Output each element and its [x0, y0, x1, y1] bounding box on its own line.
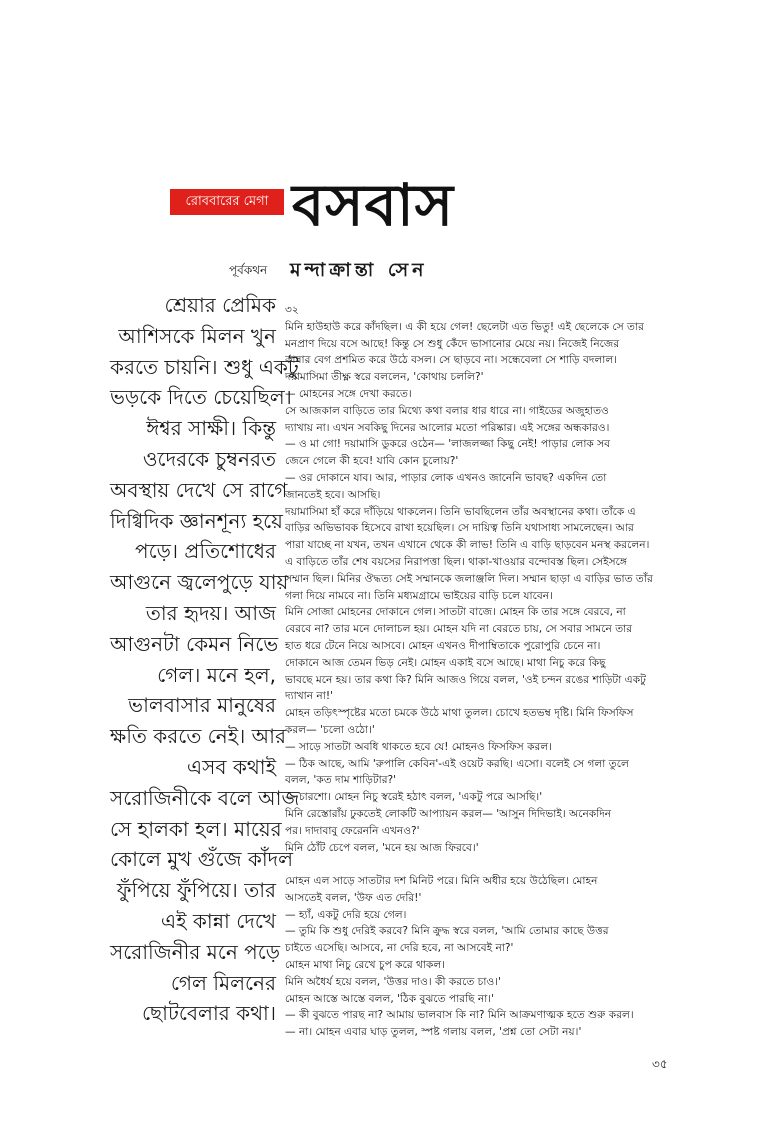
recap-line: অবস্থায় দেখে সে রাগে [110, 477, 288, 502]
recap-line: কোলে মুখ গুঁজে কাঁদল [110, 847, 294, 872]
recap-line: ছোটবেলার কথা। [141, 1001, 276, 1026]
recap-line: করতে চায়নি। শুধু একটু [110, 354, 299, 379]
body-line: মিনি রেস্তোরাঁয় ঢুকতেই লোকটি আপ্যায়ন করল— 'আসুন দিদিভাই। অনেকদিন [285, 807, 612, 820]
body-line: কান্নার বেগ প্রশমিত করে উঠে বসল। সে ছাড়বে না। সন্ধেবেলা সে শাড়ি বদলাল। [285, 354, 618, 367]
recap-line: ভালবাসার মানুষের [128, 693, 276, 718]
body-line: দোকানে আজ তেমন ভিড় নেই। মোহন একাই বসে আছে। মাথা নিচু করে কিছু [285, 656, 606, 669]
recap-line: গেল মিলনের [170, 970, 276, 995]
body-line: ৩২ [285, 304, 299, 316]
body-line: হাত ধরে টেনে নিয়ে আসবে। মোহন এখনও দীপাম্বিতাকে পুরোপুরি চেনে না। [285, 639, 601, 652]
body-line: — মোহনের সঙ্গে দেখা করতে। [285, 387, 412, 400]
body-line: — না। মোহন এবার ঘাড় তুলল, স্পষ্ট গলায় বলল, 'প্রশ্ন তো সেটা নয়।' [285, 1026, 582, 1039]
body-line: পর। দাদাবাবু ফেরেননি এখনও?' [285, 824, 420, 837]
body-line: সম্মান ছিল। মিনির ঔদ্ধত্য সেই সম্মানকে জলাঞ্জলি দিল। সম্মান ছাড়া এ বাড়ির ভাত তাঁর [285, 572, 653, 585]
page-number: ৩৫ [652, 1057, 668, 1071]
body-line: মিনি সোজা মোহনের দোকানে গেল। সাতটা বাজে। মোহন কি তার সঙ্গে বেরবে, না [285, 606, 626, 619]
body-line: বেরবে না? তার মনে দোলাচল হয়। মোহন যদি না বেরতে চায়, সে সবার সামনে তার [285, 623, 633, 636]
recap-line: ভড়কে দিতে চেয়েছিল। [110, 385, 292, 410]
recap-line: ঈশ্বর সাক্ষী। কিন্তু [146, 416, 276, 441]
recap-line: আগুনটা কেমন নিভে [110, 631, 279, 656]
recap-line: ক্ষতি করতে নেই। আর [110, 724, 286, 749]
recap-line: আশিসকে মিলন খুন [118, 323, 276, 348]
body-line: ভাবছে মনে হয়। তার কথা কি? মিনি আজও গিয়ে বলল, 'ওই চন্দন রঙের শাড়িটা একটু [285, 673, 646, 686]
body-line: মনপ্রাণ দিয়ে বসে আছে! কিন্তু সে শুধু কেঁদে ভাসানোর মেয়ে নয়। নিজেই নিজের [285, 337, 620, 350]
body-line: — ওর দোকানে যাব। আর, পাড়ার লোক এখনও জানেনি ভাবছ? একদিন তো [285, 471, 607, 484]
body-line: — হ্যাঁ, একটু দেরি হয়ে গেল। [285, 908, 407, 921]
recap-line: গেল। মনে হল, [157, 662, 276, 687]
body-line: এ বাড়িতে তাঁর শেষ বয়সের নিরাপত্তা ছিল। থাকা-খাওয়ার বন্দোবস্ত ছিল। সেইসঙ্গে [285, 555, 627, 568]
body-line: চাইতে এসেছি। আসবে, না দেরি হবে, না আসবেই না?' [285, 942, 514, 955]
body-line: — ঠিক আছে, আমি 'রুপালি কেবিন'-এই ওয়েট করছি। এসো। বলেই সে গলা তুলে [285, 757, 629, 770]
body-line: — কী বুঝতে পারছ না? আমায় ভালবাস কি না? মিনি আক্রমণাত্মক হতে শুরু করল। [285, 1009, 634, 1022]
body-line: দয়ামাসিমা তীক্ষ্ণ স্বরে বললেন, 'কোথায় চললি?' [285, 371, 484, 384]
recap-line: এই কান্না দেখে [160, 908, 276, 933]
body-line: মিনি অধৈর্য হয়ে বলল, 'উত্তর দাও। কী করতে চাও।' [285, 975, 501, 988]
body-line: মিনি হাউহাউ করে কাঁদছিল। এ কী হয়ে গেল! ছেলেটা এত ভিতু! এই ছেলেকে সে তার [285, 320, 644, 333]
recap-line: এসব কথাই [186, 754, 276, 779]
story-title: বসবাস [292, 171, 455, 239]
body-line: মোহন এল সাড়ে সাতটার দশ মিনিট পরে। মিনি অধীর হয়ে উঠেছিল। মোহন [285, 875, 598, 888]
body-line: করল— 'চলো ওঠো।' [285, 723, 375, 736]
body-line: গলা দিয়ে নামবে না। তিনি মধ্যমগ্রামে ভাইয়ের বাড়ি চলে যাবেন। [285, 589, 553, 602]
recap-line: পড়ে। প্রতিশোধের [135, 539, 276, 564]
recap-line: ফুঁপিয়ে ফুঁপিয়ে। তার [116, 878, 276, 903]
body-line: পারা যাচ্ছে না যখন, তখন এখানে থেকে কী লাভ! তিনি এ বাড়ি ছাড়বেন মনস্থ করলেন। [285, 539, 650, 552]
body-line: — তুমি কি শুধু দেরিই করবে? মিনি ক্রুদ্ধ স্বরে বলল, 'আমি তোমার কাছে উত্তর [285, 925, 609, 938]
recap-line: আগুনে জ্বলেপুড়ে যায় [110, 570, 289, 595]
body-line: জানতেই হবে। আসছি। [285, 488, 381, 501]
author-name: মন্দাক্রান্তা সেন [290, 259, 428, 281]
recap-line: সরোজিনীকে বলে আজ [110, 785, 300, 810]
paragraph-gap [285, 856, 665, 873]
body-line: সে আজকাল বাড়িতে তার মিথ্যে কথা বলার ধার ধারে না। গাইডের অজুহাতও [285, 404, 609, 417]
recap-line: শ্রেয়ার প্রেমিক [164, 293, 276, 317]
body-line: — ও মা গো! দয়ামাসি ডুকরে ওঠেন— 'লাজলজ্জা কিছু নেই! পাড়ার লোক সব [285, 438, 611, 451]
body-line: মোহন মাথা নিচু রেখে চুপ করে থাকল। [285, 959, 446, 972]
recap-line: সে হালকা হল। মায়ের [110, 816, 282, 841]
recap-line: ওদেরকে চুম্বনরত [142, 446, 276, 471]
previously-label: পূর্বকথন [229, 263, 268, 277]
body-line: — সাড়ে সাতটা অবধি থাকতে হবে যে! মোহনও ফিসফিস করল। [285, 740, 553, 753]
recap-line: সরোজিনীর মনে পড়ে [110, 939, 281, 964]
body-line: মিনি ঠোঁট চেপে বলল, 'মনে হয় আজ ফিরবে।' [285, 841, 479, 854]
story-body [285, 302, 665, 1041]
section-badge: রোববারের মেগা [170, 189, 284, 215]
body-line: মোহন তড়িৎস্পৃষ্টের মতো চমকে উঠে মাথা তুলল। চোখে হতভম্ব দৃষ্টি। মিনি ফিসফিস [285, 707, 634, 720]
recap-line: তার হৃদয়। আজ [145, 600, 276, 625]
body-line: দ্যাখায় না। এখন সবকিছু দিনের আলোর মতো পরিষ্কার। এই সঙ্গের অন্ধকারও। [285, 421, 610, 434]
recap-line: দিগ্বিদিক জ্ঞানশূন্য হয়ে [110, 508, 283, 533]
body-line: — চারশো। মোহন নিচু স্বরেই হঠাৎ বলল, 'একটু পরে আসছি।' [285, 791, 543, 804]
body-line: দ্যাখান না!' [285, 690, 333, 703]
body-line: দয়ামাসিমা হাঁ করে দাঁড়িয়ে থাকলেন। তিনি ভাবছিলেন তাঁর অবস্থানের কথা। তাঁকে এ [285, 505, 636, 518]
body-line: মোহন আস্তে আস্তে বলল, 'ঠিক বুঝতে পারছি না।' [285, 992, 495, 1005]
body-line: বাড়ির অভিভাবক হিসেবে রাখা হয়েছিল। সে দায়িত্ব তিনি যথাসাধ্য সামলেছেন। আর [285, 522, 634, 535]
body-line: বলল, 'কত দাম শাড়িটার?' [285, 774, 397, 787]
body-line: আসতেই বলল, 'উফ এত দেরি!' [285, 891, 422, 904]
body-line: জেনে গেলে কী হবে! যাবি কোন চুলোয়?' [285, 455, 459, 468]
